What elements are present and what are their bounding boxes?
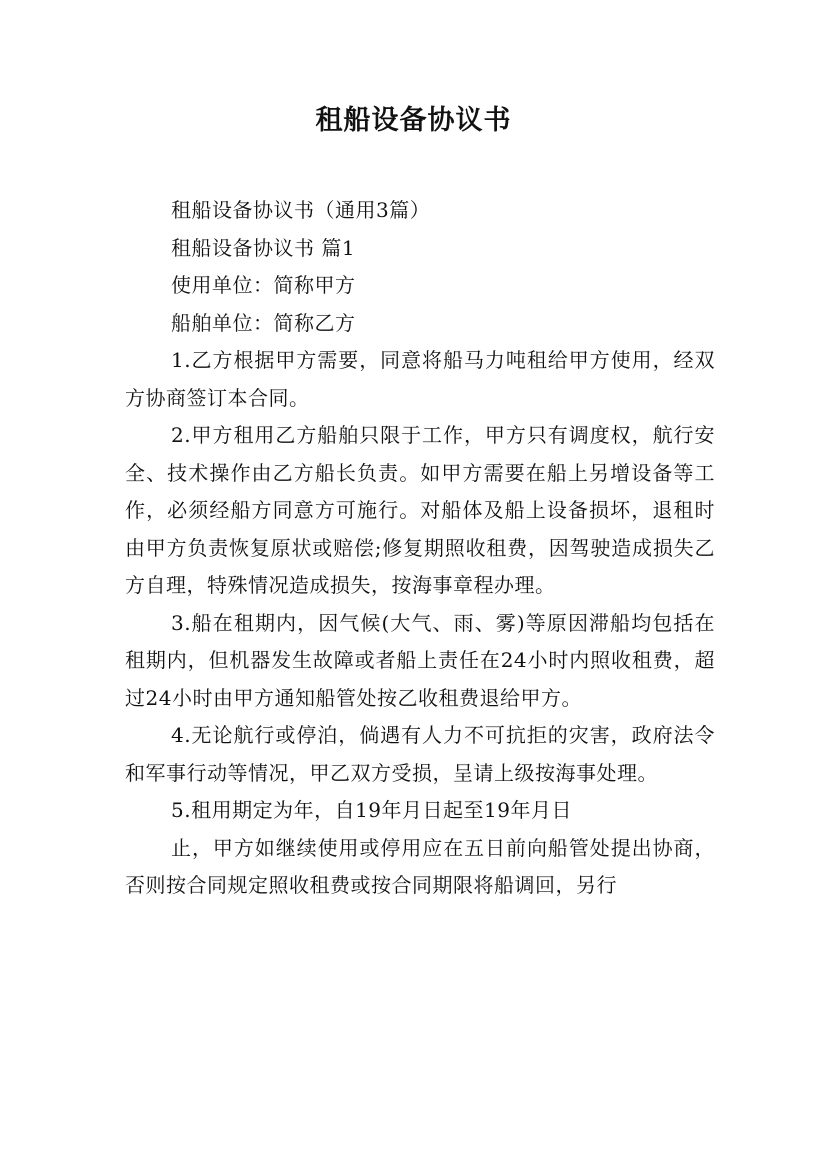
paragraph-clause-5-continued: 止，甲方如继续使用或停用应在五日前向船管处提出协商，否则按合同规定照收租费或按合同期限将船调回，另行 <box>125 835 715 897</box>
paragraph-clause-4: 4.无论航行或停泊，倘遇有人力不可抗拒的灾害，政府法令和军事行动等情况，甲乙双方受损，呈请上级按海事处理。 <box>125 723 715 785</box>
document-body <box>125 192 715 905</box>
document-title: 租船设备协议书 <box>315 105 512 136</box>
paragraph-clause-2: 2.甲方租用乙方船舶只限于工作，甲方只有调度权，航行安全、技术操作由乙方船长负责。如甲方需要在船上另增设备等工作，必须经船方同意方可施行。对船体及船上设备损坏，退租时由甲方负责恢复原状或赔偿;修复期照收租费，因驾驶造成损失乙方自理，特殊情况造成损失，按海事章程办理。 <box>125 423 715 597</box>
paragraph-article-heading: 租船设备协议书 篇1 <box>171 235 356 260</box>
paragraph-clause-1: 1.乙方根据甲方需要，同意将船马力吨租给甲方使用，经双方协商签订本合同。 <box>125 348 715 410</box>
paragraph-collection-heading: 租船设备协议书（通用3篇） <box>171 198 431 222</box>
paragraph-clause-3: 3.船在租期内，因气候(大气、雨、雾)等原因滞船均包括在租期内，但机器发生故障或者船上责任在24小时内照收租费，超过24小时由甲方通知船管处按乙收租费退给甲方。 <box>125 610 715 710</box>
paragraph-party-a: 使用单位：简称甲方 <box>171 273 356 297</box>
paragraph-clause-5: 5.租用期定为年，自19年月日起至19年月日 <box>171 798 572 822</box>
paragraph-party-b: 船舶单位：简称乙方 <box>171 310 356 335</box>
